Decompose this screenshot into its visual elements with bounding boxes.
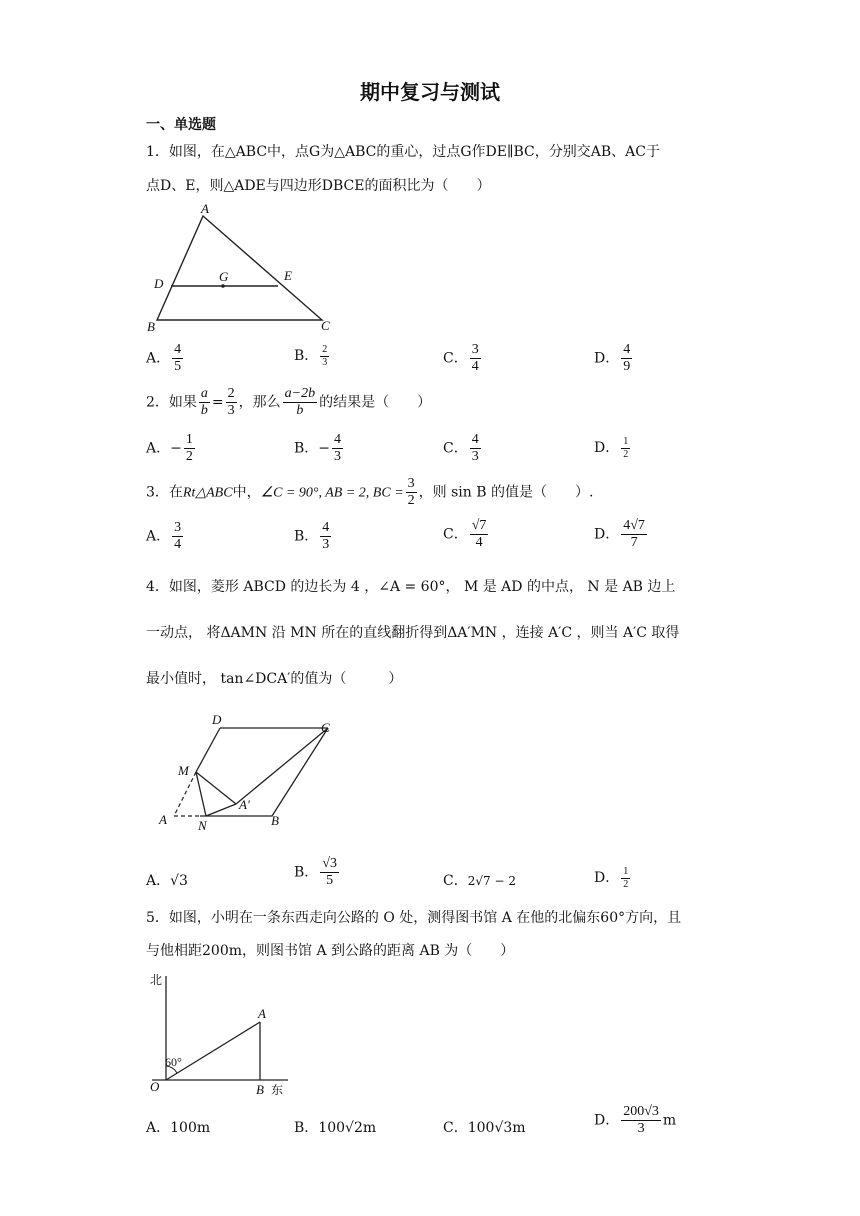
q5-label-angle: 60° — [165, 1055, 182, 1069]
q3-option-c[interactable]: C． $\frac{√7}{4}$ — [443, 518, 487, 551]
q4-option-b[interactable]: B． $\frac{√3}{5}$ — [294, 856, 337, 889]
q2-option-c[interactable]: C． $\frac{4}{3}$ — [443, 432, 479, 465]
q4-option-a[interactable]: A．√3 — [146, 873, 188, 889]
q5-label-b: B — [256, 1082, 264, 1097]
q4-label-d: D — [212, 712, 222, 727]
q3-option-a[interactable]: A． $\frac{3}{4}$ — [146, 520, 182, 553]
q1-triangle-figure — [140, 200, 340, 335]
q1-stem-line1: 1．如图，在△ABC中，点G为△ABC的重心，过点G作DE∥BC，分别交AB、AC于 — [146, 144, 660, 160]
q5-option-d[interactable]: D． $\frac{200√3}{3}$ m — [594, 1104, 677, 1137]
q4-rhombus-figure — [150, 712, 350, 837]
q4-stem-line3: 最小值时， tan∠DCA′的值为（ ） — [146, 671, 403, 687]
q1-label-c: C — [321, 318, 330, 333]
q2-stem: 2．如果 $\frac{a}{b}$ = $\frac{2}{3}$ ，那么 $\frac{a-2b}{b}$ 的结果是（ ） — [146, 386, 432, 419]
q3-option-d[interactable]: D． $\frac{4√7}{7}$ — [594, 518, 645, 551]
q4-label-a-prime: A′ — [239, 797, 250, 812]
q1-option-a[interactable]: A． $\frac{4}{5}$ — [146, 342, 182, 375]
q1-stem-line2: 点D、E，则△ADE与四边形DBCE的面积比为（ ） — [146, 178, 491, 194]
q4-option-d[interactable]: D． $\frac{1}{2}$ — [594, 866, 629, 890]
q5-label-o: O — [150, 1079, 160, 1094]
q5-option-c[interactable]: C．100√3m — [443, 1120, 526, 1136]
q2-option-b[interactable]: B．− $\frac{4}{3}$ — [294, 432, 342, 465]
q1-option-c[interactable]: C． $\frac{3}{4}$ — [443, 342, 479, 375]
q4-label-b: B — [271, 813, 279, 828]
q4-stem-line2: 一动点， 将ΔAMN 沿 MN 所在的直线翻折得到ΔA′MN ，连接 A′C ，则当 A′C 取得 — [146, 625, 680, 641]
q5-option-b[interactable]: B．100√2m — [294, 1120, 377, 1136]
q1-label-e: E — [284, 268, 292, 283]
q2-option-d[interactable]: D． $\frac{1}{2}$ — [594, 436, 629, 460]
q5-label-north: 北 — [150, 973, 163, 987]
section-heading: 一、单选题 — [146, 117, 216, 133]
q1-label-g: G — [219, 269, 229, 284]
q4-label-a: A — [159, 812, 167, 827]
q3-option-b[interactable]: B． $\frac{4}{3}$ — [294, 520, 330, 553]
q5-option-a[interactable]: A．100m — [146, 1120, 211, 1136]
q2-option-a[interactable]: A．− $\frac{1}{2}$ — [146, 432, 193, 465]
q4-label-m: M — [178, 763, 189, 778]
q3-stem: 3．在Rt△ABC中，∠C = 90°, AB = 2, BC = $\frac{3}{2}$ ，则 sin B 的值是（ ）. — [146, 476, 594, 509]
q5-label-a: A — [258, 1006, 266, 1021]
q5-stem-line2: 与他相距200m，则图书馆 A 到公路的距离 AB 为（ ） — [146, 943, 515, 959]
q4-label-n: N — [198, 818, 207, 833]
q5-direction-figure — [140, 968, 300, 1103]
q1-option-b[interactable]: B． $\frac{2}{3}$ — [294, 344, 328, 368]
q5-label-east: 东 — [271, 1083, 284, 1097]
q4-option-c[interactable]: C．2√7 − 2 — [443, 873, 516, 889]
page-title: 期中复习与测试 — [360, 80, 500, 104]
q5-stem-line1: 5．如图，小明在一条东西走向公路的 O 处，测得图书馆 A 在他的北偏东60°方向，且 — [146, 910, 682, 926]
q1-label-b: B — [147, 319, 155, 334]
q1-label-d: D — [154, 276, 164, 291]
q1-option-d[interactable]: D． $\frac{4}{9}$ — [594, 342, 631, 375]
q4-stem-line1: 4．如图，菱形 ABCD 的边长为 4 ，∠A = 60°， M 是 AD 的中点， N 是 AB 边上 — [146, 579, 676, 595]
q4-label-c: C — [321, 720, 330, 735]
q1-label-a: A — [201, 201, 209, 216]
